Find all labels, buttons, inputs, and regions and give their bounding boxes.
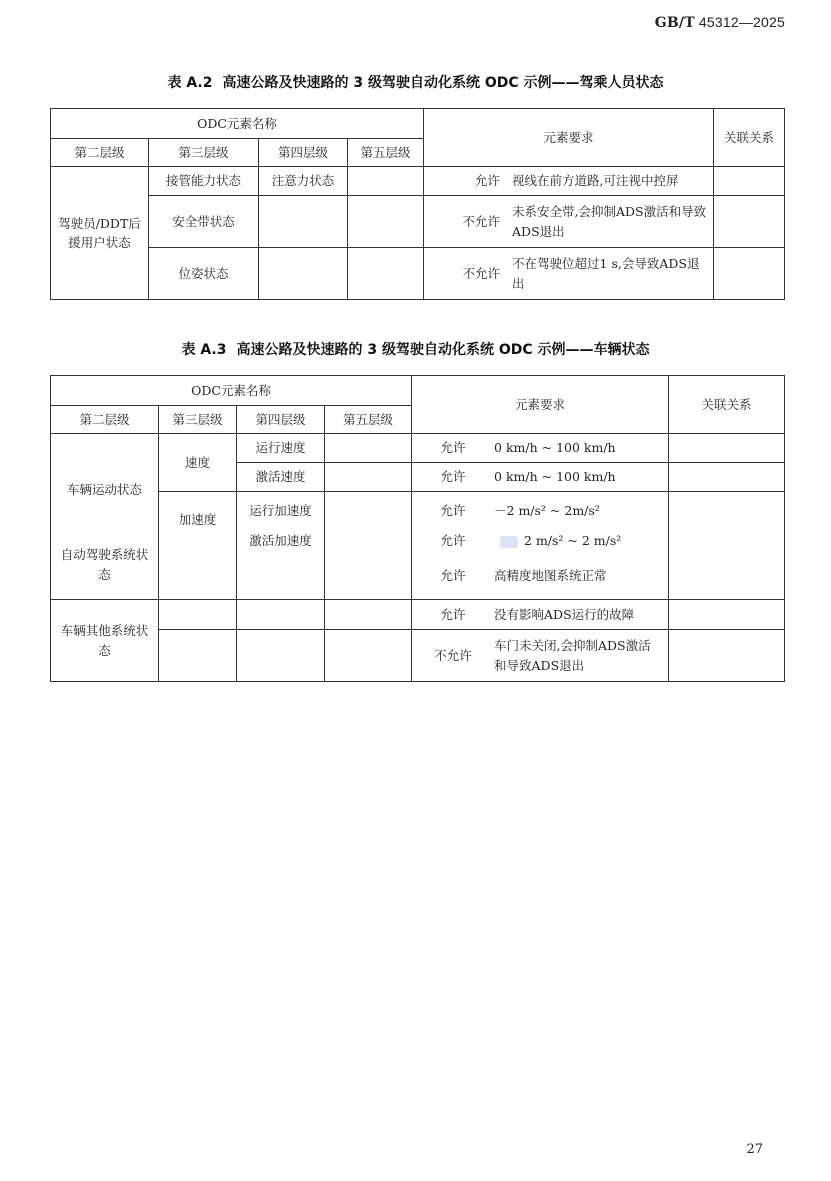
cell-level4 xyxy=(259,196,348,248)
cell-relation xyxy=(669,492,785,600)
table-row xyxy=(51,434,785,463)
cell-relation xyxy=(714,248,785,300)
cell-relation xyxy=(669,630,785,682)
cell-level5 xyxy=(348,196,424,248)
table-row xyxy=(51,196,785,248)
page-header xyxy=(655,14,785,31)
cell-requirement xyxy=(412,492,669,600)
cell-level5 xyxy=(325,630,412,682)
table-a2-label: 表 A.2 xyxy=(167,75,213,91)
permission-label: 允许 xyxy=(440,469,466,485)
permission-label: 允许 xyxy=(440,440,466,456)
requirement-text: 没有影响ADS运行的故障 xyxy=(494,606,635,622)
permission-label: 允许 xyxy=(440,503,466,519)
cell-level5 xyxy=(325,463,412,492)
cell-level4 xyxy=(237,600,325,630)
cell-relation xyxy=(714,196,785,248)
cell-activation-speed: 激活速度 xyxy=(237,463,325,492)
requirement-text: 高精度地图系统正常 xyxy=(494,568,607,584)
cell-level4 xyxy=(237,630,325,682)
cell-level3 xyxy=(159,630,237,682)
table-a2-title: 高速公路及快速路的 3 级驾驶自动化系统 ODC 示例——驾乘人员状态 xyxy=(222,75,664,91)
col-header-level4: 第四层级 xyxy=(259,139,348,167)
standard-number: 45312—2025 xyxy=(698,14,785,30)
odc-group-header: ODC元素名称 xyxy=(51,109,424,139)
row-group-driver: 驾驶员/DDT后援用户状态 xyxy=(51,167,149,300)
col-header-level5: 第五层级 xyxy=(348,139,424,167)
permission-label: 不允许 xyxy=(434,647,472,663)
cell-requirement xyxy=(424,167,714,196)
table-row xyxy=(51,630,785,682)
permission-label: 不允许 xyxy=(462,213,501,229)
cell-level3 xyxy=(159,600,237,630)
permission-label: 允许 xyxy=(440,533,466,549)
group-label-ads-state: 自动驾驶系统状态 xyxy=(60,547,149,582)
table-row xyxy=(51,492,785,600)
requirement-text: －2 m/s² ~ 2m/s² xyxy=(494,503,600,519)
requirement-text: 视线在前方道路,可注视中控屏 xyxy=(512,173,679,189)
requirement-text: 不在驾驶位超过1 s,会导致ADS退出 xyxy=(512,256,700,291)
odc-group-header: ODC元素名称 xyxy=(51,376,412,406)
cell-level5 xyxy=(348,167,424,196)
cell-level3: 接管能力状态 xyxy=(149,167,259,196)
cell-level3: 安全带状态 xyxy=(149,196,259,248)
table-row xyxy=(51,248,785,300)
requirement-text: 0 km/h ~ 100 km/h xyxy=(494,469,616,485)
cell-level5 xyxy=(348,248,424,300)
cell-running-speed: 运行速度 xyxy=(237,434,325,463)
cell-requirement xyxy=(424,196,714,248)
row-group-other-systems: 车辆其他系统状态 xyxy=(51,600,159,682)
col-header-relation: 关联关系 xyxy=(714,109,785,167)
cell-relation xyxy=(669,434,785,463)
page-number: 27 xyxy=(746,1142,763,1157)
cell-accel: 加速度 xyxy=(159,492,237,600)
col-header-requirement: 元素要求 xyxy=(424,109,714,167)
cell-accel-types xyxy=(237,492,325,600)
row-group-vehicle-motion xyxy=(51,434,159,600)
cell-requirement xyxy=(424,248,714,300)
permission-label: 不允许 xyxy=(462,265,501,281)
permission-label: 允许 xyxy=(440,606,466,622)
table-a3 xyxy=(50,375,785,682)
cell-level3: 位姿状态 xyxy=(149,248,259,300)
label-activation-accel: 激活加速度 xyxy=(249,533,312,548)
table-a3-title: 高速公路及快速路的 3 级驾驶自动化系统 ODC 示例——车辆状态 xyxy=(236,342,650,358)
cell-level5 xyxy=(325,492,412,600)
cell-requirement xyxy=(412,434,669,463)
cell-level5 xyxy=(325,434,412,463)
col-header-level5: 第五层级 xyxy=(325,406,412,434)
cell-requirement xyxy=(412,630,669,682)
col-header-level3: 第三层级 xyxy=(149,139,259,167)
standard-code: GB/T xyxy=(654,15,695,31)
requirement-text: 未系安全带,会抑制ADS激活和导致ADS退出 xyxy=(512,204,707,239)
cell-requirement xyxy=(412,463,669,492)
table-row xyxy=(51,167,785,196)
label-running-accel: 运行加速度 xyxy=(249,503,312,518)
cell-speed: 速度 xyxy=(159,434,237,492)
permission-label: 允许 xyxy=(440,568,466,584)
permission-label: 允许 xyxy=(475,173,501,189)
table-a2 xyxy=(50,108,785,300)
group-label-motion: 车辆运动状态 xyxy=(66,482,142,497)
cell-level4: 注意力状态 xyxy=(259,167,348,196)
col-header-relation: 关联关系 xyxy=(669,376,785,434)
table-a2-caption xyxy=(0,72,831,92)
col-header-level2: 第二层级 xyxy=(51,139,149,167)
table-a3-label: 表 A.3 xyxy=(181,342,227,358)
watermark-logo xyxy=(500,536,518,548)
requirement-text: 2 m/s² ~ 2 m/s² xyxy=(494,531,668,550)
cell-relation xyxy=(669,463,785,492)
cell-relation xyxy=(714,167,785,196)
col-header-requirement: 元素要求 xyxy=(412,376,669,434)
requirement-text: 车门未关闭,会抑制ADS激活和导致ADS退出 xyxy=(494,638,651,673)
requirement-text: 0 km/h ~ 100 km/h xyxy=(494,440,616,456)
col-header-level3: 第三层级 xyxy=(159,406,237,434)
cell-relation xyxy=(669,600,785,630)
col-header-level2: 第二层级 xyxy=(51,406,159,434)
table-a3-caption xyxy=(0,339,831,359)
table-row xyxy=(51,600,785,630)
cell-level5 xyxy=(325,600,412,630)
cell-level4 xyxy=(259,248,348,300)
cell-requirement xyxy=(412,600,669,630)
col-header-level4: 第四层级 xyxy=(237,406,325,434)
